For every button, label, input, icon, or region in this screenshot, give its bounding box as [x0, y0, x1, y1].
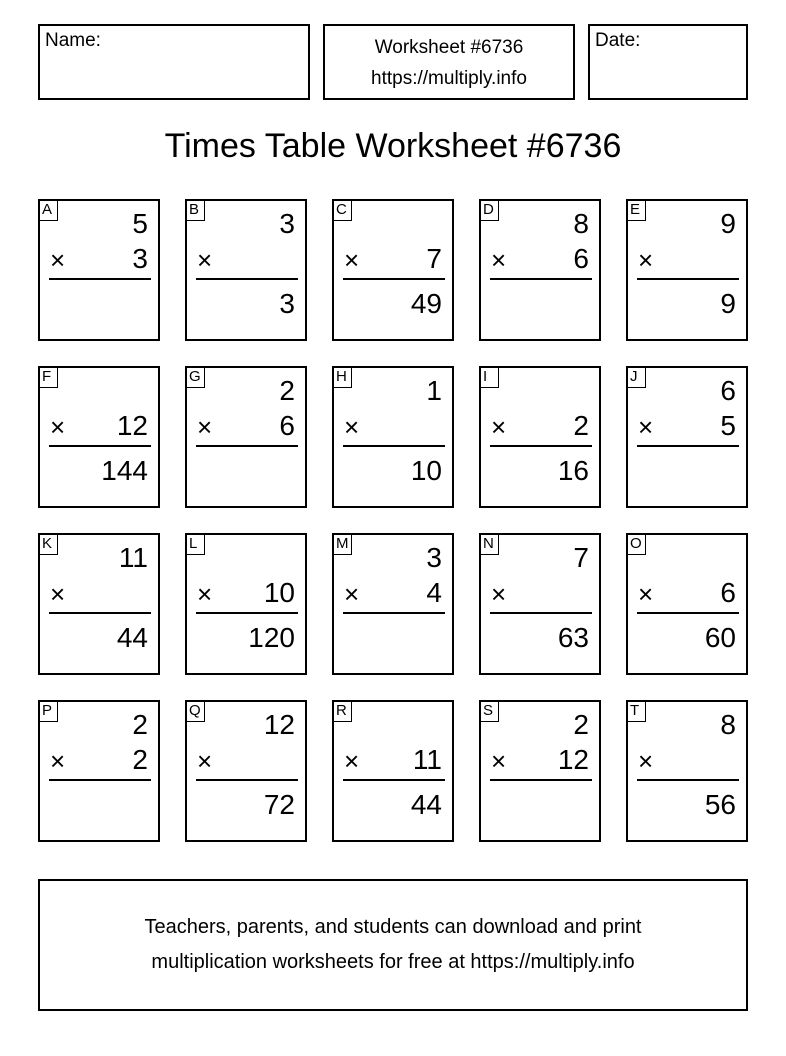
problem-letter: L — [185, 533, 205, 555]
problem-p — [38, 700, 160, 842]
answer-line — [49, 612, 151, 614]
problem-c — [332, 199, 454, 341]
problem-letter: M — [332, 533, 352, 555]
multiplicand: 1 — [426, 375, 442, 406]
footer-box — [38, 879, 748, 1011]
problem-i — [479, 366, 601, 508]
multiplicand: 11 — [118, 542, 148, 573]
problem-letter: A — [38, 199, 58, 221]
multiplier: 5 — [720, 410, 736, 441]
times-sign: × — [197, 579, 213, 609]
problem-letter: G — [185, 366, 205, 388]
problem-a — [38, 199, 160, 341]
times-sign: × — [344, 245, 360, 275]
answer-line — [343, 278, 445, 280]
times-sign: × — [491, 412, 507, 442]
problem-j — [626, 366, 748, 508]
problem-letter: E — [626, 199, 646, 221]
times-sign: × — [50, 746, 66, 776]
worksheet-url: https://multiply.info — [371, 68, 527, 89]
problem-q — [185, 700, 307, 842]
footer-text-line1: Teachers, parents, and students can download and print — [144, 916, 642, 938]
times-sign: × — [50, 412, 66, 442]
multiplier: 12 — [116, 410, 148, 441]
answer-line — [637, 779, 739, 781]
answer-line — [196, 445, 298, 447]
multiplicand: 12 — [263, 709, 295, 740]
problem-f — [38, 366, 160, 508]
multiplier: 2 — [132, 744, 148, 775]
multiplier: 2 — [573, 410, 589, 441]
times-sign: × — [50, 579, 66, 609]
product: 60 — [704, 622, 736, 653]
multiplicand: 2 — [132, 709, 148, 740]
product: 3 — [279, 288, 295, 319]
multiplicand: 5 — [132, 208, 148, 239]
problem-letter: J — [626, 366, 646, 388]
problem-h — [332, 366, 454, 508]
answer-line — [196, 612, 298, 614]
problem-g — [185, 366, 307, 508]
answer-line — [637, 278, 739, 280]
times-sign: × — [638, 579, 654, 609]
answer-line — [49, 779, 151, 781]
answer-line — [490, 278, 592, 280]
multiplier: 6 — [279, 410, 295, 441]
multiplicand: 3 — [426, 542, 442, 573]
times-sign: × — [491, 579, 507, 609]
times-sign: × — [197, 412, 213, 442]
product: 10 — [410, 455, 442, 486]
name-label: Name: — [45, 30, 101, 51]
problem-letter: Q — [185, 700, 205, 722]
problem-d — [479, 199, 601, 341]
product: 120 — [248, 622, 295, 653]
problem-letter: C — [332, 199, 352, 221]
product: 16 — [557, 455, 589, 486]
problem-letter: N — [479, 533, 499, 555]
problem-l — [185, 533, 307, 675]
problem-letter: P — [38, 700, 58, 722]
answer-line — [196, 278, 298, 280]
times-sign: × — [491, 746, 507, 776]
problem-letter: O — [626, 533, 646, 555]
answer-line — [196, 779, 298, 781]
multiplicand: 2 — [279, 375, 295, 406]
multiplier: 7 — [426, 243, 442, 274]
answer-line — [490, 779, 592, 781]
answer-line — [343, 612, 445, 614]
answer-line — [637, 612, 739, 614]
multiplier: 12 — [557, 744, 589, 775]
problem-s — [479, 700, 601, 842]
times-sign: × — [197, 245, 213, 275]
multiplier: 11 — [412, 744, 442, 775]
problem-letter: R — [332, 700, 352, 722]
times-sign: × — [344, 579, 360, 609]
problem-k — [38, 533, 160, 675]
worksheet-number: Worksheet #6736 — [374, 37, 524, 58]
multiplier: 10 — [263, 577, 295, 608]
problem-n — [479, 533, 601, 675]
answer-line — [49, 445, 151, 447]
problem-e — [626, 199, 748, 341]
times-sign: × — [50, 245, 66, 275]
multiplier: 3 — [132, 243, 148, 274]
answer-line — [637, 445, 739, 447]
times-sign: × — [638, 746, 654, 776]
problem-letter: K — [38, 533, 58, 555]
problem-o — [626, 533, 748, 675]
problem-letter: T — [626, 700, 646, 722]
multiplicand: 9 — [720, 208, 736, 239]
multiplier: 6 — [720, 577, 736, 608]
product: 56 — [704, 789, 736, 820]
multiplicand: 8 — [573, 208, 589, 239]
multiplier: 4 — [426, 577, 442, 608]
problem-letter: F — [38, 366, 58, 388]
problem-r — [332, 700, 454, 842]
problem-letter: B — [185, 199, 205, 221]
times-sign: × — [491, 245, 507, 275]
product: 9 — [720, 288, 736, 319]
problem-letter: I — [479, 366, 499, 388]
product: 144 — [101, 455, 148, 486]
product: 63 — [557, 622, 589, 653]
product: 44 — [116, 622, 148, 653]
problem-letter: S — [479, 700, 499, 722]
multiplier: 6 — [573, 243, 589, 274]
answer-line — [490, 445, 592, 447]
multiplicand: 8 — [720, 709, 736, 740]
multiplicand: 2 — [573, 709, 589, 740]
product: 49 — [410, 288, 442, 319]
problem-b — [185, 199, 307, 341]
product: 72 — [263, 789, 295, 820]
multiplicand: 7 — [573, 542, 589, 573]
product: 44 — [410, 789, 442, 820]
problem-t — [626, 700, 748, 842]
answer-line — [49, 278, 151, 280]
page-title: Times Table Worksheet #6736 — [164, 127, 622, 165]
answer-line — [343, 445, 445, 447]
problem-letter: D — [479, 199, 499, 221]
times-sign: × — [197, 746, 213, 776]
problem-m — [332, 533, 454, 675]
multiplicand: 6 — [720, 375, 736, 406]
date-label: Date: — [595, 30, 641, 51]
multiplicand: 3 — [279, 208, 295, 239]
answer-line — [343, 779, 445, 781]
footer-text-line2: multiplication worksheets for free at https://multiply.info — [151, 951, 635, 973]
problem-letter: H — [332, 366, 352, 388]
times-sign: × — [638, 245, 654, 275]
times-sign: × — [344, 746, 360, 776]
answer-line — [490, 612, 592, 614]
times-sign: × — [344, 412, 360, 442]
times-sign: × — [638, 412, 654, 442]
